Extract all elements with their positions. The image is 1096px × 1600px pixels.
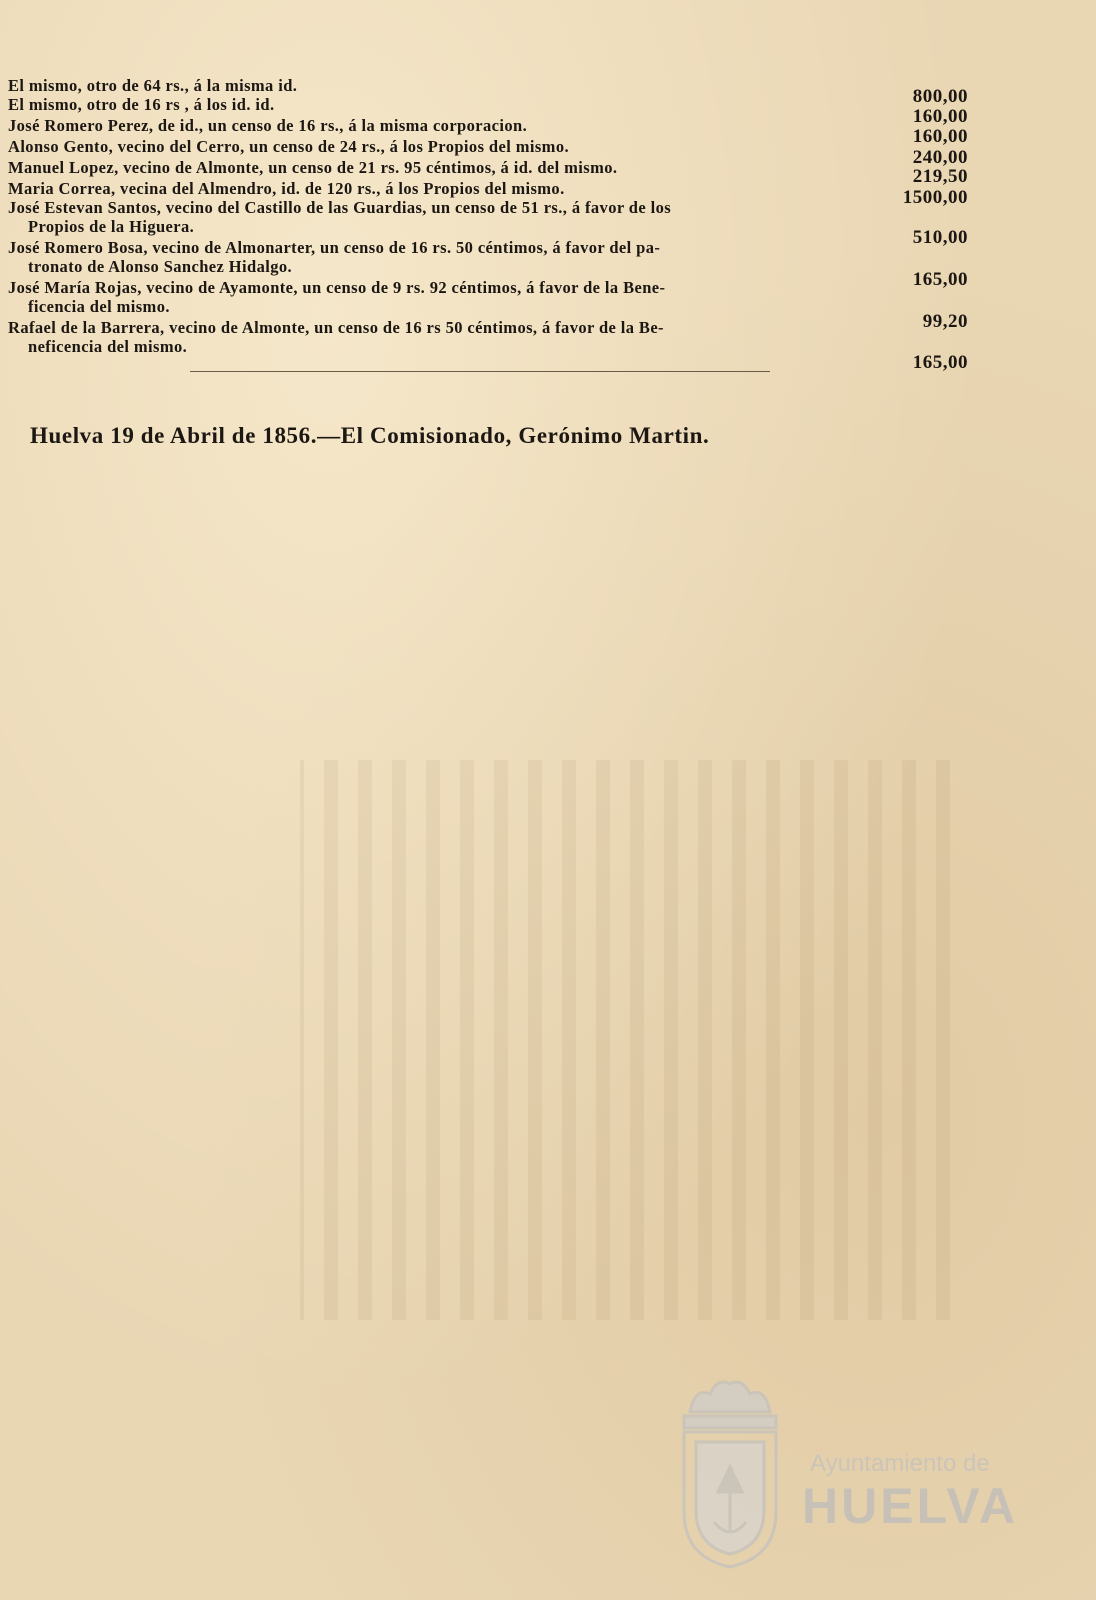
entry-text-line: Rafael de la Barrera, vecino de Almonte, un censo de 16 rs 50 céntimos, á favor de la Be- bbox=[8, 318, 664, 337]
entry-text-line: neficencia del mismo. bbox=[28, 336, 188, 356]
coat-of-arms-icon bbox=[670, 1372, 790, 1572]
entry-amount: 165,00 bbox=[912, 352, 968, 373]
entry-text-line: El mismo, otro de 64 rs., á la misma id. bbox=[8, 76, 298, 95]
entry-row bbox=[8, 158, 968, 187]
watermark-text-top: Ayuntamiento de bbox=[810, 1450, 990, 1477]
entry-row bbox=[8, 318, 968, 373]
separator-rule bbox=[190, 371, 770, 372]
entry-amount: 99,20 bbox=[922, 311, 968, 332]
entry-amount: 510,00 bbox=[912, 227, 968, 248]
entry-amount: 165,00 bbox=[912, 269, 968, 290]
city-council-watermark bbox=[670, 1372, 1019, 1572]
show-through-texture bbox=[300, 760, 950, 1320]
entry-amount: 240,00 bbox=[912, 147, 968, 168]
entry-text-line: tronato de Alonso Sanchez Hidalgo. bbox=[28, 256, 293, 276]
date-signature-line: Huelva 19 de Abril de 1856.—El Comisionado, Gerónimo Martin. bbox=[30, 423, 710, 448]
census-entries-list bbox=[8, 76, 968, 373]
entry-text-line: El mismo, otro de 16 rs , á los id. id. bbox=[8, 95, 275, 114]
entry-amount: 160,00 bbox=[912, 126, 968, 147]
entry-amount: 800,00 bbox=[912, 86, 968, 107]
entry-text-line: Manuel Lopez, vecino de Almonte, un censo de 21 rs. 95 céntimos, á id. del mismo. bbox=[8, 158, 618, 177]
entry-text-line: Maria Correa, vecina del Almendro, id. de 120 rs., á los Propios del mismo. bbox=[8, 179, 565, 198]
entry-text-line: ficencia del mismo. bbox=[28, 296, 170, 316]
entry-text-line: Alonso Gento, vecino del Cerro, un censo de 24 rs., á los Propios del mismo. bbox=[8, 137, 569, 156]
entry-text-line: José María Rojas, vecino de Ayamonte, un censo de 9 rs. 92 céntimos, á favor de la Bene- bbox=[8, 278, 666, 297]
entry-text-line: Propios de la Higuera. bbox=[28, 216, 195, 236]
watermark-text-main: HUELVA bbox=[802, 1478, 1019, 1534]
entry-amount: 219,50 bbox=[912, 166, 968, 187]
entry-amount: 1500,00 bbox=[902, 187, 968, 208]
entry-text-line: José Romero Perez, de id., un censo de 16 rs., á la misma corporacion. bbox=[8, 116, 528, 135]
entry-text-line: José Estevan Santos, vecino del Castillo de las Guardias, un censo de 51 rs., á favor de los bbox=[8, 198, 672, 217]
entry-text-line: José Romero Bosa, vecino de Almonarter, un censo de 16 rs. 50 céntimos, á favor del pa- bbox=[8, 238, 661, 257]
entry-amount: 160,00 bbox=[912, 106, 968, 127]
